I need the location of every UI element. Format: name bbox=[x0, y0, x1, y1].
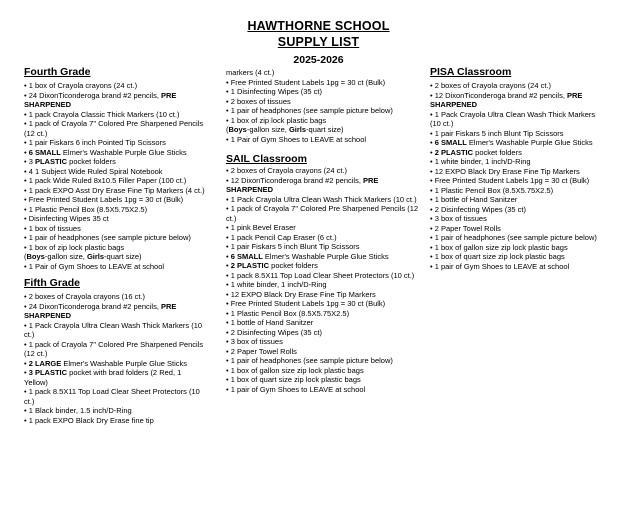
supply-item-text: • bbox=[226, 251, 231, 261]
supply-item-text: • 1 pack of Crayola 7" Colored Pre Sharpened Pencils (12 ct.) bbox=[24, 119, 204, 138]
supply-item-text: • 1 Pair of Gym Shoes to LEAVE at school bbox=[226, 134, 367, 144]
supply-item-text: • 1 pack of Crayola 7" Colored Pre Sharpened Pencils (12 ct.) bbox=[24, 339, 204, 358]
supply-item bbox=[226, 318, 422, 328]
supply-item-text: • Free Printed Student Labels 1pg = 30 ct (Bulk) bbox=[430, 176, 590, 185]
supply-item bbox=[430, 110, 608, 129]
supply-item bbox=[430, 157, 608, 167]
supply-item bbox=[24, 195, 206, 205]
supply-item-text: markers (4 ct.) bbox=[226, 68, 275, 77]
supply-item-text: • 3 box of tissues bbox=[226, 337, 283, 346]
supply-item-text: • Disinfecting Wipes 35 ct bbox=[24, 214, 109, 223]
supply-item-text: • 1 Disinfecting Wipes (35 ct) bbox=[226, 87, 322, 96]
supply-item bbox=[24, 368, 206, 387]
supply-item bbox=[430, 262, 608, 272]
supply-item-text: • Free Printed Student Labels 1pg = 30 ct (Bulk) bbox=[24, 195, 184, 204]
supply-item-text: • 2 Disinfecting Wipes (35 ct) bbox=[430, 204, 526, 214]
supply-section bbox=[24, 277, 206, 425]
supply-item-text: • 1 pair of headphones (see sample picture below) bbox=[226, 356, 393, 365]
supply-item-text: • 1 box of quart size zip lock plastic bags bbox=[430, 252, 565, 261]
school-year: 2025-2026 bbox=[293, 54, 344, 66]
supply-item bbox=[226, 87, 422, 97]
supply-item-text: • 1 pair Fiskars 5 inch Blunt Tip Scissors bbox=[430, 128, 564, 138]
supply-item-text: • bbox=[430, 138, 435, 147]
supply-section bbox=[430, 66, 608, 271]
supply-item bbox=[24, 321, 206, 340]
supply-item-text: • 4 1 Subject Wide Ruled Spiral Notebook bbox=[24, 166, 163, 176]
supply-item bbox=[24, 416, 206, 426]
supply-item-text: • 1 Pair of Gym Shoes to LEAVE at school bbox=[24, 261, 165, 271]
supply-item bbox=[226, 337, 422, 347]
school-name: HAWTHORNE SCHOOL bbox=[247, 19, 390, 33]
supply-item-text: • 1 box of Crayola crayons (24 ct.) bbox=[24, 81, 138, 90]
supply-item-text: • 1 box of zip lock plastic bags bbox=[24, 242, 125, 252]
supply-item-text: • Free Printed Student Labels 1pg = 30 ct (Bulk) bbox=[226, 299, 386, 308]
supply-item-text: • 2 Disinfecting Wipes (35 ct) bbox=[226, 327, 322, 337]
supply-item-text: • 12 DixonTiconderoga brand #2 pencils, bbox=[226, 175, 364, 185]
supply-item-emphasis: 6 SMALL bbox=[434, 138, 467, 147]
supply-item-text: • 1 box of zip lock plastic bags bbox=[226, 115, 327, 125]
supply-item bbox=[226, 135, 422, 145]
supply-item-text: • 1 bottle of Hand Sanitzer bbox=[430, 195, 518, 204]
supply-item bbox=[24, 233, 206, 243]
supply-item-text: • 2 boxes of tissues bbox=[226, 96, 291, 106]
supply-item-text: • 1 box of quart size zip lock plastic bags bbox=[226, 375, 361, 384]
supply-item bbox=[226, 97, 422, 107]
supply-item bbox=[24, 387, 206, 406]
supply-item-text: pocket folders bbox=[67, 157, 116, 166]
supply-item-text: • 1 Black binder, 1.5 inch/D-Ring bbox=[24, 406, 132, 415]
supply-item bbox=[24, 186, 206, 196]
supply-item-text: • 1 Pack Crayola Ultra Clean Wash Thick Markers (10 ct.) bbox=[24, 320, 203, 339]
supply-item-text: • 1 pair of headphones (see sample picture below) bbox=[430, 233, 597, 242]
supply-item-emphasis: PRE SHARPENED bbox=[24, 90, 177, 109]
supply-section bbox=[24, 66, 206, 271]
supply-item-text: • 1 bottle of Hand Sanitzer bbox=[226, 318, 314, 327]
supply-item bbox=[24, 148, 206, 158]
section-title: Fifth Grade bbox=[24, 277, 81, 289]
supply-item-emphasis: 6 SMALL bbox=[28, 147, 61, 157]
supply-item-text: • 2 boxes of Crayola crayons (24 ct.) bbox=[430, 81, 552, 90]
supply-item bbox=[226, 290, 422, 300]
supply-item-text: Elmer's Washable Purple Glue Sticks bbox=[61, 358, 188, 368]
supply-item bbox=[24, 262, 206, 272]
supply-item bbox=[24, 176, 206, 186]
supply-item-text: • bbox=[24, 358, 29, 368]
supply-item-text: • 12 EXPO Black Dry Erase Fine Tip Markers bbox=[226, 289, 376, 299]
supply-item-text: • 1 box of gallon size zip lock plastic bags bbox=[226, 365, 364, 375]
supply-item-emphasis: 2 LARGE bbox=[28, 358, 62, 368]
supply-item bbox=[430, 252, 608, 262]
supply-item bbox=[226, 78, 422, 88]
supply-list bbox=[226, 166, 422, 394]
section-title: SAIL Classroom bbox=[226, 153, 307, 165]
supply-item-text: • 1 Pack Crayola Ultra Clean Wash Thick Markers (10 ct.) bbox=[430, 109, 596, 128]
supply-list bbox=[430, 81, 608, 271]
supply-item bbox=[24, 252, 206, 262]
supply-item-text: • 1 pack EXPO Black Dry Erase fine tip bbox=[24, 415, 154, 425]
supply-item bbox=[226, 280, 422, 290]
supply-item-text: • 12 DixonTiconderoga brand #2 pencils, bbox=[430, 90, 568, 100]
supply-item bbox=[226, 375, 422, 385]
supply-item bbox=[430, 186, 608, 196]
section-title: PISA Classroom bbox=[430, 66, 512, 78]
supply-item-text: • 1 pack Crayola Classic Thick Markers (10 ct.) bbox=[24, 109, 180, 119]
supply-item bbox=[226, 299, 422, 309]
supply-item bbox=[226, 106, 422, 116]
supply-item-text: • 1 pack Wide Ruled 8x10.5 Filler Paper (100 ct.) bbox=[24, 176, 187, 185]
supply-item-text: • 1 pack of Crayola 7" Colored Pre Sharpened Pencils (12 ct.) bbox=[226, 204, 419, 223]
supply-item-text: • 1 pack EXPO Asst Dry Erase Fine Tip Markers (4 ct.) bbox=[24, 185, 205, 195]
supply-item-emphasis: 2 PLASTIC bbox=[230, 261, 270, 270]
supply-item-text: • 1 pair of headphones (see sample picture below) bbox=[226, 106, 393, 115]
supply-item-text: • 1 Plastic Pencil Box (8.5X5.75X2.5) bbox=[430, 185, 554, 195]
supply-item-text: • 1 box of gallon size zip lock plastic bags bbox=[430, 242, 568, 252]
supply-item-text: • 1 white binder, 1 inch/D-Ring bbox=[430, 157, 531, 166]
supply-section bbox=[226, 153, 422, 394]
supply-item-text: pocket folders bbox=[473, 147, 522, 157]
supply-item bbox=[430, 243, 608, 253]
supply-item bbox=[24, 110, 206, 120]
supply-item bbox=[226, 356, 422, 366]
supply-item bbox=[226, 328, 422, 338]
document-header bbox=[0, 18, 637, 67]
supply-item bbox=[24, 224, 206, 234]
supply-item bbox=[430, 233, 608, 243]
supply-item-text: • 1 Plastic Pencil Box (8.5X5.75X2.5) bbox=[226, 308, 350, 318]
supply-item bbox=[430, 176, 608, 186]
supply-item bbox=[226, 116, 422, 126]
supply-item bbox=[24, 157, 206, 167]
supply-item-text: -gallon size, bbox=[44, 252, 87, 261]
supply-item bbox=[226, 166, 422, 176]
supply-item bbox=[24, 91, 206, 110]
supply-item bbox=[226, 242, 422, 252]
supply-item-text: • 1 pack 8.5X11 Top Load Clear Sheet Protectors (10 ct.) bbox=[226, 270, 415, 280]
supply-section bbox=[226, 68, 422, 144]
supply-item-text: • 24 DixonTiconderoga brand #2 pencils, bbox=[24, 90, 162, 100]
supply-item-text: pocket folders bbox=[269, 261, 318, 270]
supply-item bbox=[430, 167, 608, 177]
supply-item bbox=[430, 195, 608, 205]
column-left bbox=[24, 66, 206, 425]
supply-item bbox=[430, 148, 608, 158]
supply-item-emphasis: Boys bbox=[228, 125, 247, 134]
supply-item-emphasis: PRE SHARPENED bbox=[24, 301, 177, 320]
supply-item-text: • 1 pair Fiskars 6 inch Pointed Tip Scissors bbox=[24, 138, 166, 147]
column-middle bbox=[226, 68, 422, 394]
supply-item-text: • 1 white binder, 1 inch/D-Ring bbox=[226, 280, 327, 289]
supply-item bbox=[24, 340, 206, 359]
supply-item-text: Elmer's Washable Purple Glue Sticks bbox=[60, 147, 187, 157]
supply-item-text: • 1 Plastic Pencil Box (8.5X5.75X2.5) bbox=[24, 204, 148, 214]
supply-item bbox=[226, 261, 422, 271]
supply-item-text: • bbox=[24, 368, 29, 377]
supply-item bbox=[226, 176, 422, 195]
supply-item-emphasis: 3 PLASTIC bbox=[28, 368, 68, 377]
supply-list bbox=[24, 292, 206, 425]
supply-item-text: pocket with brad folders (2 Red, 1 Yellow) bbox=[24, 368, 182, 387]
supply-item-emphasis: PRE SHARPENED bbox=[430, 90, 583, 109]
supply-item bbox=[226, 195, 422, 205]
supply-item-text: • 1 pair of headphones (see sample picture below) bbox=[24, 233, 191, 242]
supply-item-text: • 2 boxes of Crayola crayons (16 ct.) bbox=[24, 292, 146, 301]
supply-item bbox=[430, 138, 608, 148]
supply-item-emphasis: PLASTIC bbox=[34, 157, 68, 166]
supply-item bbox=[24, 81, 206, 91]
supply-item bbox=[24, 138, 206, 148]
supply-item-text: • 24 DixonTiconderoga brand #2 pencils, bbox=[24, 301, 162, 311]
supply-item bbox=[430, 214, 608, 224]
supply-item bbox=[226, 204, 422, 223]
supply-item-text: • 1 pair of Gym Shoes to LEAVE at school bbox=[430, 261, 570, 271]
supply-item-text: • 2 Paper Towel Rolls bbox=[430, 223, 501, 233]
supply-item bbox=[226, 271, 422, 281]
supply-item bbox=[226, 68, 422, 78]
supply-item-emphasis: Boys bbox=[26, 252, 45, 261]
supply-item bbox=[430, 129, 608, 139]
supply-item-text: • 1 box of tissues bbox=[24, 223, 81, 233]
supply-item-text: Elmer's Washable Purple Glue Sticks bbox=[262, 251, 389, 261]
supply-item-text: • 12 EXPO Black Dry Erase Fine Tip Markers bbox=[430, 166, 580, 176]
supply-item bbox=[226, 252, 422, 262]
supply-item-emphasis: PRE SHARPENED bbox=[226, 175, 379, 194]
supply-item-emphasis: Girls bbox=[288, 125, 307, 134]
supply-item-text: • 3 bbox=[24, 157, 35, 166]
section-title: Fourth Grade bbox=[24, 66, 91, 78]
supply-item-text: • Free Printed Student Labels 1pg = 30 ct (Bulk) bbox=[226, 77, 386, 87]
supply-item bbox=[430, 224, 608, 234]
supply-list bbox=[24, 81, 206, 271]
supply-item bbox=[24, 214, 206, 224]
supply-item-text: • bbox=[226, 261, 231, 270]
supply-item bbox=[430, 81, 608, 91]
supply-item bbox=[24, 292, 206, 302]
supply-item bbox=[226, 223, 422, 233]
supply-item-text: • 1 pink Bevel Eraser bbox=[226, 223, 296, 232]
supply-item-text: • 3 box of tissues bbox=[430, 214, 487, 223]
supply-item-emphasis: 6 SMALL bbox=[230, 251, 263, 261]
supply-item bbox=[24, 359, 206, 369]
supply-item bbox=[24, 205, 206, 215]
supply-item-text: • 2 boxes of Crayola crayons (24 ct.) bbox=[226, 166, 348, 175]
supply-item-text: -quart size) bbox=[306, 125, 344, 134]
supply-item bbox=[24, 243, 206, 253]
supply-item bbox=[24, 119, 206, 138]
supply-item-text: ( bbox=[226, 125, 229, 134]
supply-item bbox=[226, 125, 422, 135]
supply-item bbox=[226, 366, 422, 376]
supply-item-text: • 2 Paper Towel Rolls bbox=[226, 346, 297, 356]
supply-item-text: ( bbox=[24, 252, 27, 261]
supply-item-emphasis: Girls bbox=[86, 252, 105, 261]
supply-item-text: • 1 Pack Crayola Ultra Clean Wash Thick Markers (10 ct.) bbox=[226, 194, 417, 204]
supply-item bbox=[24, 406, 206, 416]
supply-item-text: • 1 pack Pencil Cap Eraser (6 ct.) bbox=[226, 232, 337, 242]
supply-list bbox=[226, 68, 422, 144]
supply-item-text: -gallon size, bbox=[246, 125, 289, 134]
supply-list-title: SUPPLY LIST bbox=[277, 35, 360, 49]
supply-item bbox=[430, 205, 608, 215]
supply-item bbox=[226, 347, 422, 357]
supply-item bbox=[226, 309, 422, 319]
supply-item-text: • 1 pair Fiskars 5 inch Blunt Tip Scissors bbox=[226, 242, 360, 251]
supply-item bbox=[226, 385, 422, 395]
supply-item bbox=[430, 91, 608, 110]
supply-item-text: • bbox=[430, 147, 435, 157]
supply-item bbox=[226, 233, 422, 243]
supply-item-emphasis: 2 PLASTIC bbox=[434, 147, 474, 157]
supply-item-text: • bbox=[24, 147, 29, 157]
supply-item-text: Elmer's Washable Purple Glue Sticks bbox=[466, 138, 593, 147]
supply-item-text: -quart size) bbox=[104, 252, 142, 261]
supply-item-text: • 1 pair of Gym Shoes to LEAVE at school bbox=[226, 384, 366, 394]
supply-item-text: • 1 pack 8.5X11 Top Load Clear Sheet Protectors (10 ct.) bbox=[24, 387, 200, 406]
supply-item bbox=[24, 302, 206, 321]
column-right bbox=[430, 66, 608, 271]
supply-item bbox=[24, 167, 206, 177]
